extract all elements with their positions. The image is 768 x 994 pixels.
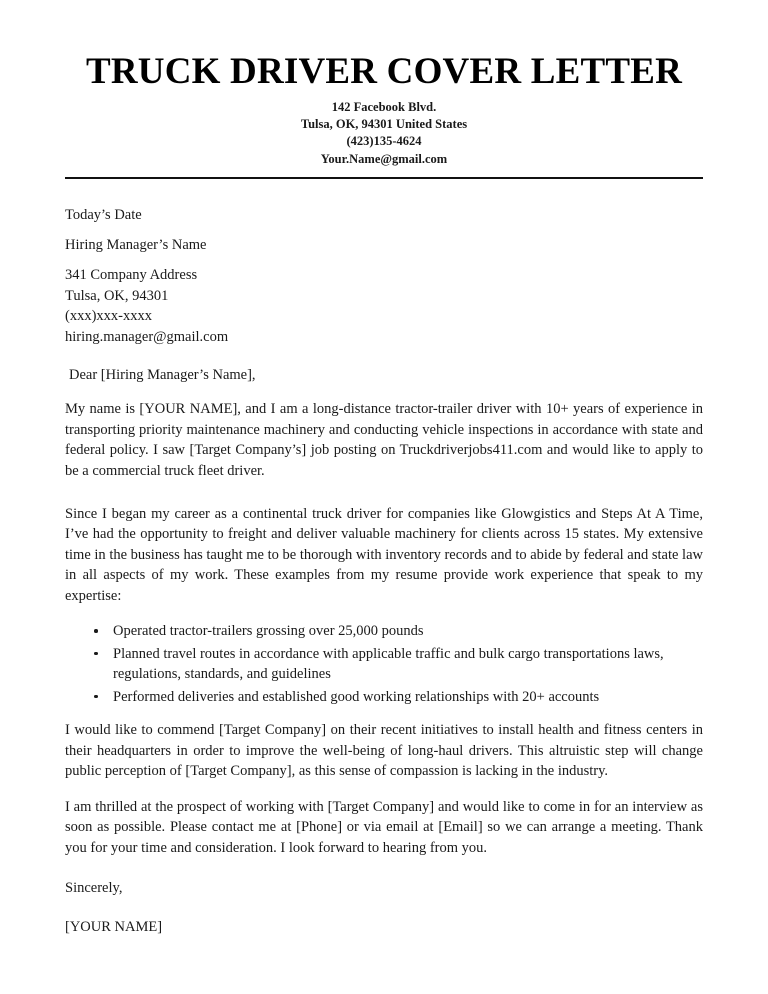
list-item — [65, 621, 703, 642]
sender-email: Your.Name@gmail.com — [320, 151, 448, 166]
sender-contact-block — [65, 99, 703, 168]
page-title: TRUCK DRIVER COVER LETTER — [85, 51, 683, 92]
signature-name: [YOUR NAME] — [65, 919, 163, 936]
body-paragraph-2: Since I began my career as a continental truck driver for companies like Glowgistics and Steps At A Time, I’ve had the opportunity to freight and deliver valuable machinery for clients across 15 states. My extensive time in the business has taught me to be thorough with inventory records and to abide by federal and state law in all aspects of my work. These examples from my resume provide work experience that speak to my expertise: — [65, 505, 703, 604]
header-divider-rule — [65, 177, 703, 179]
salutation: Dear [Hiring Manager’s Name], — [69, 367, 256, 384]
qualifications-list — [65, 621, 703, 707]
list-item — [65, 644, 703, 685]
recipient-block — [65, 205, 703, 347]
list-item-label: Operated tractor-trailers grossing over 25,000 pounds — [113, 623, 424, 640]
sender-phone: (423)135-4624 — [346, 134, 422, 149]
closing-salutation: Sincerely, — [65, 880, 123, 897]
bullet-icon — [94, 629, 98, 633]
recipient-address-group — [65, 265, 703, 347]
recipient-phone: (xxx)xxx-xxxx — [65, 308, 152, 325]
letter-date: Today’s Date — [65, 206, 142, 223]
recipient-city-state-zip: Tulsa, OK, 94301 — [65, 287, 169, 304]
recipient-street-address: 341 Company Address — [65, 266, 198, 283]
list-item-label: Planned travel routes in accordance with applicable traffic and bulk cargo transportations laws, regulations, standards, and guidelines — [113, 645, 664, 683]
sender-city-state-zip: Tulsa, OK, 94301 United States — [300, 117, 468, 132]
body-paragraph-1: My name is [YOUR NAME], and I am a long-distance tractor-trailer driver with 10+ years of experience in transporting priority maintenance machinery and conducting vehicle inspections in accordance with state and federal policy. I saw [Target Company’s] job posting on Truckdriverjobs411.com and would like to apply to be a commercial truck fleet driver. — [65, 401, 703, 480]
bullet-icon — [94, 652, 98, 656]
list-item-label: Performed deliveries and established good working relationships with 20+ accounts — [113, 688, 600, 705]
recipient-manager-name: Hiring Manager’s Name — [65, 236, 207, 253]
recipient-email: hiring.manager@gmail.com — [65, 328, 229, 345]
body-paragraph-3: I would like to commend [Target Company] on their recent initiatives to install health and fitness centers in their headquarters in order to improve the well-being of long-haul drivers. This altruistic step will change public perception of [Target Company], as this sense of compassion is lacking in the industry. — [65, 722, 703, 780]
sender-street-address: 142 Facebook Blvd. — [331, 99, 437, 114]
body-paragraph-4: I am thrilled at the prospect of working with [Target Company] and would like to come in for an interview as soon as possible. Please contact me at [Phone] or via email at [Email] so we can arrange a meeting. Thank you for your time and consideration. I look forward to hearing from you. — [65, 798, 703, 856]
bullet-icon — [94, 695, 98, 699]
letter-header — [65, 0, 703, 179]
list-item — [65, 687, 703, 708]
